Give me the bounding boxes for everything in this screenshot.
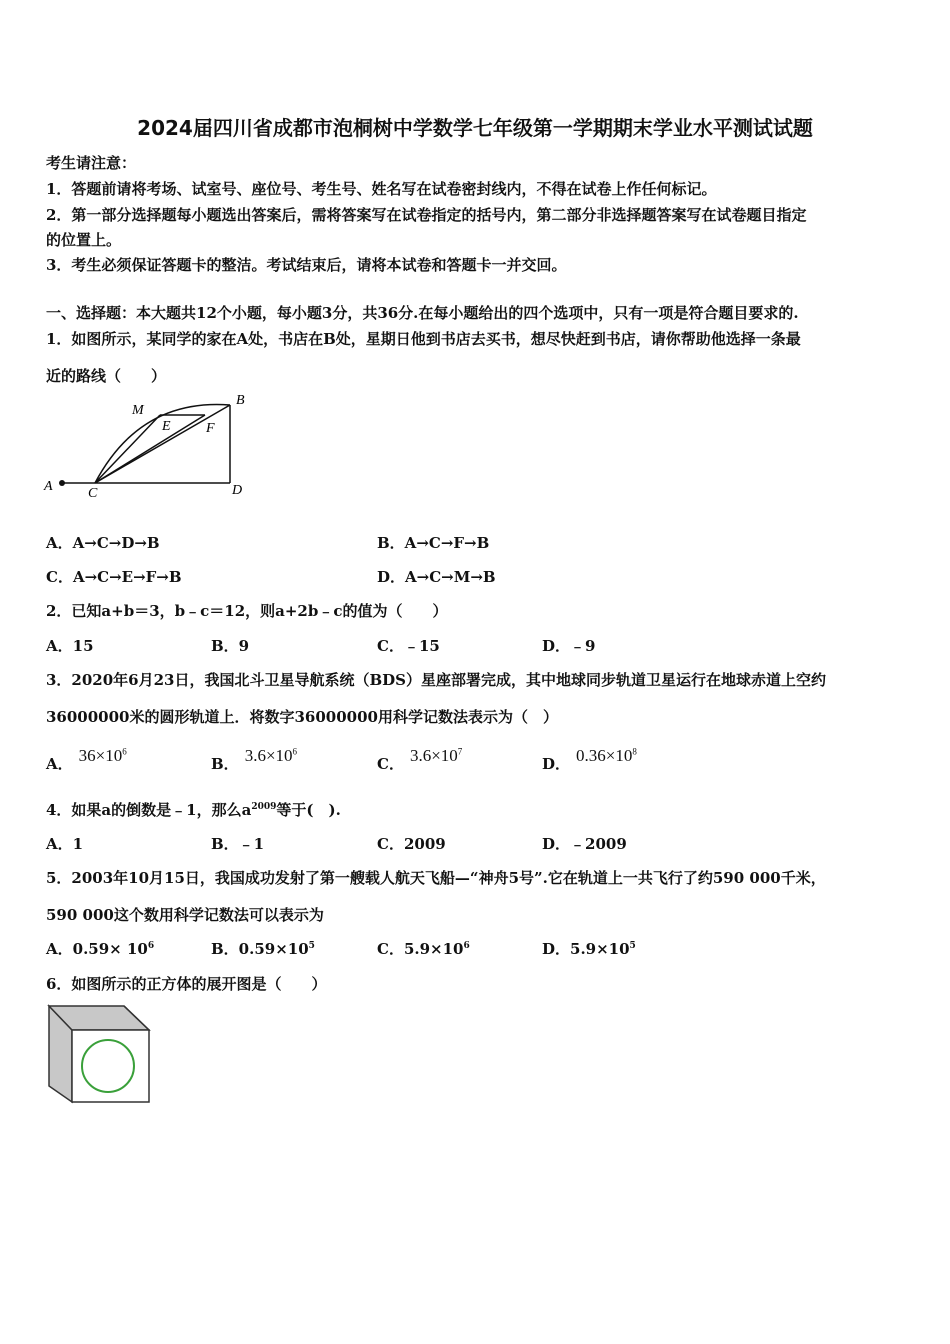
notice-heading: 考生请注意： bbox=[46, 154, 137, 172]
notice-item: 的位置上。 bbox=[46, 231, 122, 249]
q1-option-a: A．A→C→D→B bbox=[46, 534, 160, 552]
q3-option-b: B． $3.6\times 10^6$ bbox=[211, 746, 298, 773]
q1-route-figure bbox=[40, 388, 260, 500]
q6-stem: 6．如图所示的正方体的展开图是（ ） bbox=[46, 975, 327, 993]
q6-cube-figure bbox=[44, 1002, 154, 1110]
q3-option-d: D． $0.36\times 10^8$ bbox=[542, 746, 637, 773]
q1-stem: 1．如图所示，某同学的家在A处，书店在B处，星期日他到书店去买书，想尽快赶到书店，请你帮助他选择一条最 bbox=[46, 330, 801, 348]
q5-option-a: A．$0.59\times 10^6$ bbox=[46, 940, 155, 958]
q1-option-c: C．A→C→E→F→B bbox=[46, 568, 182, 586]
label-F: F bbox=[206, 421, 215, 436]
label-M: M bbox=[132, 403, 144, 418]
label-C: C bbox=[88, 486, 98, 500]
q3-option-c: C． $3.6\times 10^7$ bbox=[377, 746, 463, 773]
q5-option-d: D．$5.9\times 10^5$ bbox=[542, 940, 636, 958]
notice-item: 1．答题前请将考场、试室号、座位号、考生号、姓名写在试卷密封线内，不得在试卷上作任何标记。 bbox=[46, 180, 717, 198]
q1-option-b: B．A→C→F→B bbox=[377, 534, 490, 552]
section-heading: 一、选择题：本大题共12个小题，每小题3分，共36分.在每小题给出的四个选项中，只有一项是符合题目要求的. bbox=[46, 304, 799, 322]
q4-option-d: D．﹣2009 bbox=[542, 835, 627, 853]
notice-item: 2．第一部分选择题每小题选出答案后，需将答案写在试卷指定的括号内，第二部分非选择题答案写在试卷题目指定 bbox=[46, 206, 807, 224]
notice-item: 3．考生必须保证答题卡的整洁。考试结束后，请将本试卷和答题卡一并交回。 bbox=[46, 256, 567, 274]
q2-option-c: C．﹣15 bbox=[377, 637, 440, 655]
q5-option-b: B．$0.59\times 10^5$ bbox=[211, 940, 315, 958]
q2-stem: 2．已知a+b＝3，b﹣c＝12，则a+2b﹣c的值为（ ） bbox=[46, 602, 448, 620]
label-A: A bbox=[44, 479, 53, 494]
q5-stem-2: 590 000这个数用科学记数法可以表示为 bbox=[46, 906, 324, 924]
q5-option-c: C．$5.9\times 10^6$ bbox=[377, 940, 470, 958]
q5-stem: 5．2003年10月15日，我国成功发射了第一艘载人航天飞船—“神舟5号”.它在轨道上一共飞行了约590 000千米， bbox=[46, 869, 826, 887]
q3-stem: 3．2020年6月23日，我国北斗卫星导航系统（BDS）星座部署完成，其中地球同步轨道卫星运行在地球赤道上空约 bbox=[46, 671, 827, 689]
q4-option-c: C．2009 bbox=[377, 835, 446, 853]
label-E: E bbox=[162, 419, 171, 434]
q2-option-d: D．﹣9 bbox=[542, 637, 596, 655]
q3-stem-2: 36000000米的圆形轨道上．将数字36000000用科学记数法表示为（ ） bbox=[46, 708, 558, 726]
label-B: B bbox=[236, 393, 245, 408]
q4-option-a: A．1 bbox=[46, 835, 84, 853]
q1-option-d: D．A→C→M→B bbox=[377, 568, 496, 586]
q1-stem-2: 近的路线（ ） bbox=[46, 367, 167, 385]
q4-stem: 4．如果a的倒数是﹣1，那么$a^{2009}$等于( ). bbox=[46, 801, 341, 819]
q3-option-a: A． $36\times 10^6$ bbox=[46, 746, 127, 773]
q2-option-b: B．9 bbox=[211, 637, 250, 655]
q2-option-a: A．15 bbox=[46, 637, 94, 655]
exam-title: 2024届四川省成都市泡桐树中学数学七年级第一学期期末学业水平测试试题 bbox=[137, 116, 813, 140]
q4-option-b: B．﹣1 bbox=[211, 835, 265, 853]
label-D: D bbox=[232, 483, 243, 498]
